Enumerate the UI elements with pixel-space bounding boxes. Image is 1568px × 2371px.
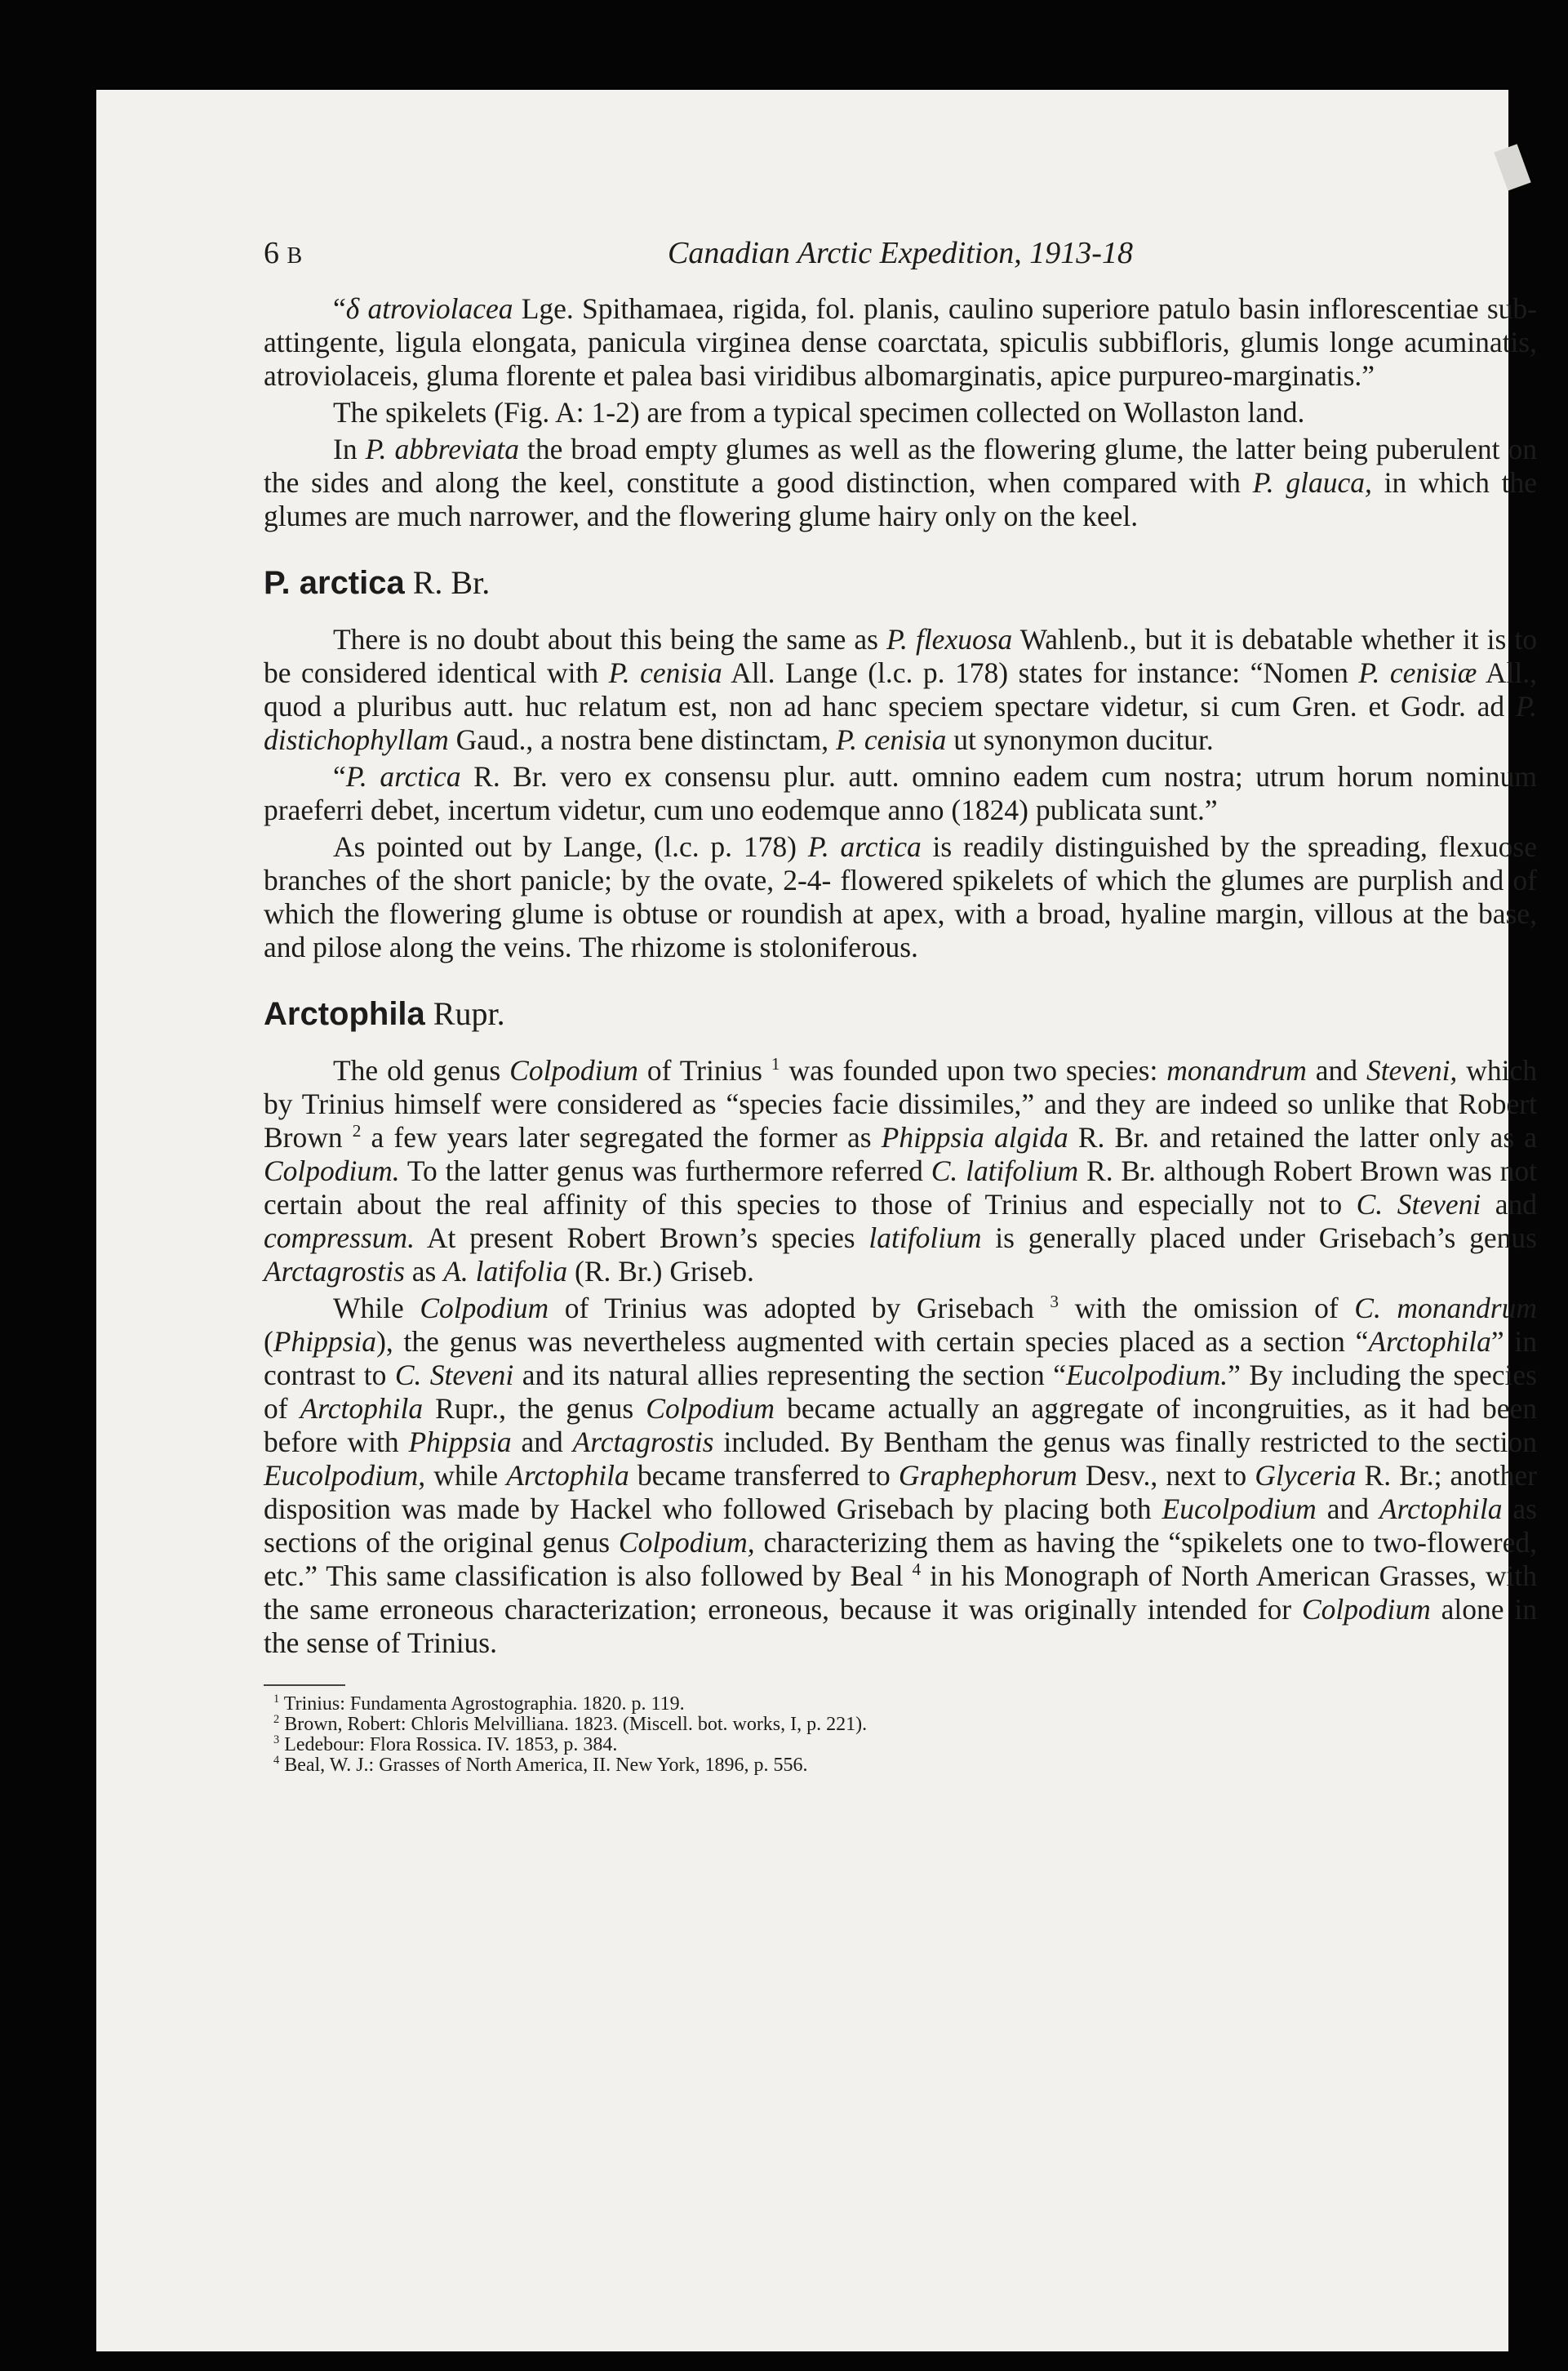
paper-tear bbox=[1494, 144, 1530, 190]
section-heading-arctophila: Arctophila Rupr. bbox=[264, 995, 505, 1032]
footnote: $^2$ Brown, Robert: Chloris Melvilliana. 1823. (Miscell. bot. works, I, p. 221). bbox=[273, 1713, 868, 1735]
paragraph: As pointed out by Lange, (l.c. p. 178) P. arctica is readily distinguished by the spreading, flexuose branches of the short panicle; by the ovate, 2-4- flowered spikelets of which the glumes are purplish and of which the flowering glume is obtuse or roundish at apex, with a broad, hyaline margin, villous at the base, and pilose along the veins. The rhizome is stoloniferous. bbox=[264, 830, 1537, 963]
running-title: Canadian Arctic Expedition, 1913-18 bbox=[668, 236, 1133, 270]
scanned-page bbox=[96, 90, 1538, 2351]
footnotes bbox=[264, 1684, 1537, 1776]
paragraph: While Colpodium of Trinius was adopted by Grisebach $^3$ with the omission of C. monandrum (Phippsia), the genus was nevertheless augmented with certain species placed as a section “Arctophila” in contrast to C. Steveni and its natural allies representing the section “Eucolpodium.” By including the species of Arctophila Rupr., the genus Colpodium became actually an aggregate of incongruities, as it had been before with Phippsia and Arctagrostis included. By Bentham the genus was finally restricted to the section Eucolpodium, while Arctophila became transferred to Graphephorum Desv., next to Glyceria R. Br.; another disposition was made by Hackel who followed Grisebach by placing both Eucolpodium and Arctophila as sections of the original genus Colpodium, characterizing them as having the “spikelets one to two-flowered, etc.” This same classification is also followed by Beal $^4$ in his Monograph of North American Grasses, with the same erroneous characterization; erroneous, because it was originally intended for Colpodium alone in the sense of Trinius. bbox=[264, 1292, 1538, 1659]
paragraph: The old genus Colpodium of Trinius $^1$ was founded upon two species: monandrum and Steveni, which by Trinius himself were considered as “species facie dissimiles,” and they are indeed so unlike that Robert Brown $^2$ a few years later segregated the former as Phippsia algida R. Br. and retained the latter only as a Colpodium. To the latter genus was furthermore referred C. latifolium R. Br. although Robert Brown was not certain about the real affinity of this species to those of Trinius and especially not to C. Steveni and compressum. At present Robert Brown’s species latifolium is generally placed under Grisebach’s genus Arctagrostis as A. latifolia (R. Br.) Griseb. bbox=[264, 1054, 1538, 1288]
section-paragraphs-p-arctica bbox=[264, 623, 1537, 964]
footnote-rule bbox=[264, 1684, 345, 1686]
page-content bbox=[264, 237, 1537, 1776]
body-paragraphs bbox=[264, 292, 1537, 533]
footnote-list bbox=[264, 1694, 1537, 1776]
running-head bbox=[264, 237, 1537, 286]
footnote: $^3$ Ledebour: Flora Rossica. IV. 1853, p. 384. bbox=[273, 1733, 618, 1755]
section-heading-p-arctica: P. arctica R. Br. bbox=[264, 564, 491, 601]
paragraph: “P. arctica R. Br. vero ex consensu plur. autt. omnino eadem cum nostra; utrum horum nominum praeferri debet, incertum videtur, cum uno eodemque anno (1824) publicata sunt.” bbox=[264, 760, 1537, 826]
paragraph: In P. abbreviata the broad empty glumes as well as the flowering glume, the latter being puberulent on the sides and along the keel, constitute a good distinction, when compared with P. glauca, in which the glumes are much narrower, and the flowering glume hairy only on the keel. bbox=[264, 433, 1537, 532]
footnote: $^4$ Beal, W. J.: Grasses of North America, II. New York, 1896, p. 556. bbox=[273, 1754, 808, 1776]
paragraph: “δ atroviolacea Lge. Spithamaea, rigida, fol. planis, caulino superiore patulo basin inflorescentiae sub-attingente, ligula elongata, panicula virginea dense coarctata, spiculis subbifloris, glumis longe acuminatis, atroviolaceis, gluma florente et palea basi viridibus albomarginatis, apice purpureo-marginatis.” bbox=[264, 292, 1538, 392]
paragraph: There is no doubt about this being the same as P. flexuosa Wahlenb., but it is debatable whether it is to be considered identical with P. cenisia All. Lange (l.c. p. 178) states for instance: “Nomen P. cenisiæ All., quod a pluribus autt. huc relatum est, non ad hanc speciem spectare videtur, si cum Gren. et Godr. ad P. distichophyllam Gaud., a nostra bene distinctam, P. cenisia ut synonymon ducitur. bbox=[264, 623, 1537, 756]
section-paragraphs-arctophila bbox=[264, 1054, 1537, 1660]
footnote: $^1$ Trinius: Fundamenta Agrostographia. 1820. p. 119. bbox=[273, 1693, 685, 1715]
page-number: 6 B bbox=[264, 236, 303, 270]
paragraph: The spikelets (Fig. A: 1-2) are from a typical specimen collected on Wollaston land. bbox=[333, 396, 1305, 429]
